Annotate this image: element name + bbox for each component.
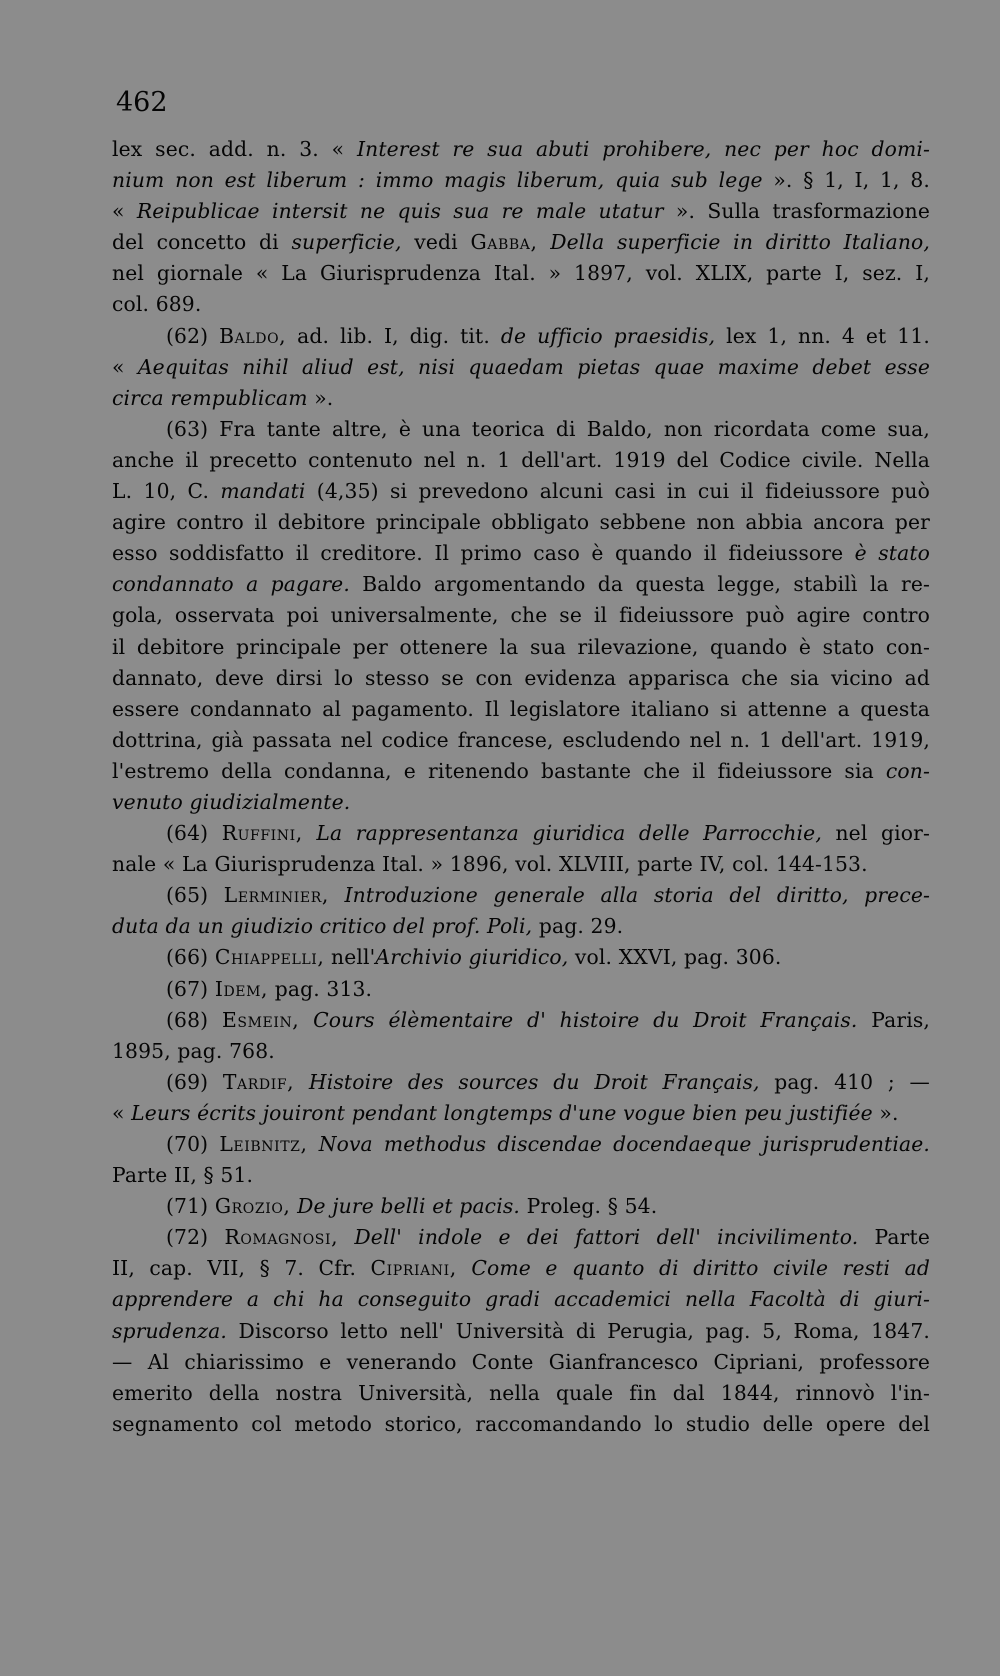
text-segment: vol. XXVI, pag. 306.	[568, 945, 782, 970]
author-name: Chiappelli,	[214, 945, 325, 970]
author-name: Esmein,	[221, 1007, 300, 1032]
text-segment: Parte	[858, 1225, 930, 1250]
text-line	[112, 1067, 930, 1098]
author-name: Tardif,	[222, 1069, 295, 1094]
text-line	[112, 196, 930, 227]
text-segment: pag. 410 ; —	[759, 1069, 930, 1094]
text-segment: del concetto di	[112, 230, 292, 255]
text-segment: (72)	[166, 1225, 225, 1250]
text-line	[112, 787, 930, 818]
text-segment: (65)	[166, 883, 224, 908]
text-segment: (66)	[166, 945, 215, 970]
text-line	[112, 694, 930, 725]
text-line	[112, 663, 930, 694]
text-segment: ».	[307, 385, 334, 410]
text-segment: Paris,	[857, 1007, 930, 1032]
text-segment	[294, 1070, 309, 1094]
text-segment: Baldo argomentando da questa legge, stabilì la re-	[349, 572, 930, 597]
text-segment: segnamento col metodo storico, raccomandando lo studio delle opere del	[112, 1411, 930, 1436]
italic-text: è stato	[854, 541, 930, 566]
text-line	[112, 1347, 930, 1378]
text-segment: (63) Fra tante altre, è una teorica di Baldo, non ricordata come sua,	[166, 416, 930, 441]
text-segment: «	[112, 199, 137, 224]
text-segment: esso soddisfatto il creditore. Il primo caso è quando il fideiussore	[112, 541, 855, 566]
text-segment: ». Sulla trasformazione	[663, 199, 930, 224]
italic-text: Interest re sua abuti prohibere, nec per hoc domi-	[356, 137, 930, 161]
text-line	[112, 1253, 930, 1284]
text-line	[112, 1129, 930, 1160]
text-segment: nel gior-	[821, 821, 930, 846]
italic-text: La rappresentanza giuridica delle Parrocchie,	[316, 821, 822, 846]
italic-text: apprendere a chi ha conseguito gradi accademici nella Facoltà di giuri-	[112, 1287, 930, 1312]
text-segment: essere condannato al pagamento. Il legislatore italiano si attenne a questa	[112, 696, 930, 721]
italic-text: mandati	[220, 479, 306, 504]
text-line	[112, 632, 930, 663]
text-line	[112, 911, 930, 942]
author-name: Gabba,	[470, 230, 538, 255]
text-line	[112, 880, 930, 911]
italic-text: nium non est liberum : immo magis liberum, quia sub lege	[112, 168, 763, 193]
footnotes-text	[112, 134, 930, 1440]
text-segment: agire contro il debitore principale obbligato sebbene non abbia ancora per	[112, 510, 930, 535]
italic-text: duta da un giudizio critico del prof. Poli,	[112, 914, 533, 939]
text-segment: II, cap. VII, § 7. Cfr.	[112, 1256, 371, 1281]
text-segment: anche il precetto contenuto nel n. 1 dell'art. 1919 del Codice civile. Nella	[112, 447, 930, 472]
text-segment: «	[112, 354, 138, 379]
text-segment: (69)	[166, 1069, 223, 1094]
text-line	[112, 1222, 930, 1253]
text-segment: nel giornale « La Giurisprudenza Ital. » 1897, vol. XLIX, parte I, sez. I,	[112, 261, 930, 286]
text-segment: ». § 1, I, 1, 8.	[762, 168, 930, 193]
text-segment: col. 689.	[112, 292, 202, 317]
author-name: Lerminier,	[223, 883, 329, 908]
italic-text: de ufficio praesidis,	[500, 323, 716, 348]
author-name: Romagnosi,	[224, 1225, 339, 1250]
italic-text: Leurs écrits jouiront pendant longtemps d'une vogue bien peu justifiée	[131, 1100, 873, 1125]
text-segment	[538, 230, 551, 254]
text-line	[112, 352, 930, 383]
italic-text: Dell' indole e dei fattori dell' incivilimento.	[354, 1225, 859, 1250]
text-segment	[299, 1008, 313, 1032]
text-line	[112, 445, 930, 476]
text-segment: pag. 313.	[268, 976, 373, 1001]
text-segment: vedi	[401, 230, 471, 255]
text-segment: Discorso letto nell' Università di Perugia, pag. 5, Roma, 1847.	[226, 1318, 930, 1343]
text-segment: 1895, pag. 768.	[112, 1038, 275, 1063]
text-segment: (64)	[166, 821, 222, 846]
text-line	[112, 1316, 930, 1347]
text-line	[112, 538, 930, 569]
text-line	[112, 756, 930, 787]
author-name: Cipriani,	[370, 1256, 457, 1281]
text-segment: (62)	[166, 323, 220, 348]
text-line	[112, 1160, 930, 1191]
text-segment	[457, 1256, 472, 1280]
text-line	[112, 165, 930, 196]
text-segment: emerito della nostra Università, nella quale fin dal 1844, rinnovò l'in-	[112, 1380, 930, 1405]
italic-text: venuto giudizialmente.	[112, 789, 351, 814]
text-segment: gola, osservata poi universalmente, che se il fideiussore può agire contro	[112, 603, 930, 628]
italic-text: Nova methodus discendae docendaeque jurisprudentiae.	[318, 1132, 930, 1156]
text-segment: ».	[872, 1100, 899, 1125]
text-segment: (4,35) si prevedono alcuni casi in cui il fideiussore può	[305, 479, 930, 504]
text-line	[112, 1284, 930, 1315]
text-segment: pag. 29.	[532, 914, 624, 939]
text-line	[112, 1036, 930, 1067]
text-line	[112, 600, 930, 631]
text-segment: nell'	[324, 945, 376, 970]
text-segment: — Al chiarissimo e venerando Conte Gianfrancesco Cipriani, professore	[112, 1349, 930, 1374]
text-line	[112, 1409, 930, 1440]
text-line	[112, 414, 930, 445]
italic-text: Introduzione generale alla storia del diritto, prece-	[344, 883, 930, 908]
text-segment: (70)	[166, 1132, 220, 1156]
text-segment: l'estremo della condanna, e ritenendo bastante che il fideiussore sia	[112, 758, 886, 783]
text-line	[112, 383, 930, 414]
text-line	[112, 569, 930, 600]
italic-text: Reipublicae intersit ne quis sua re male utatur	[136, 199, 664, 224]
italic-text: Aequitas nihil aliud est, nisi quaedam pietas quae maxime debet esse	[137, 354, 930, 379]
text-segment: Parte II, § 51.	[112, 1163, 254, 1188]
text-segment: dottrina, già passata nel codice francese, escludendo nel n. 1 dell'art. 1919,	[112, 727, 930, 752]
italic-text: superficie,	[291, 230, 402, 255]
italic-text: De jure belli et pacis.	[297, 1194, 520, 1219]
author-name: Ruffini,	[221, 821, 303, 846]
text-line	[112, 974, 930, 1005]
text-segment	[338, 1225, 354, 1249]
text-line	[112, 1378, 930, 1409]
text-segment: «	[112, 1100, 132, 1125]
text-segment: nale « La Giurisprudenza Ital. » 1896, vol. XLVIII, parte IV, col. 144-153.	[112, 852, 868, 877]
text-line	[112, 725, 930, 756]
text-segment: (68)	[166, 1007, 222, 1032]
italic-text: con-	[885, 758, 930, 783]
text-line	[112, 818, 930, 849]
text-line	[112, 1191, 930, 1222]
italic-text: circa rempublicam	[112, 385, 308, 410]
italic-text: Della superficie in diritto Italiano,	[550, 230, 931, 255]
italic-text: condannato a pagare.	[112, 572, 350, 597]
italic-text: sprudenza.	[112, 1318, 227, 1343]
italic-text: Come e quanto di diritto civile resti ad	[471, 1256, 930, 1281]
text-segment	[329, 883, 345, 907]
author-name: Idem,	[214, 976, 269, 1001]
text-segment	[303, 821, 317, 845]
italic-text: Archivio giuridico,	[375, 945, 569, 970]
text-line	[112, 476, 930, 507]
text-segment: (67)	[166, 976, 215, 1001]
text-line	[112, 321, 930, 352]
text-line	[112, 1005, 930, 1036]
text-segment: il debitore principale per ottenere la sua rilevazione, quando è stato con-	[112, 634, 930, 659]
text-segment: (71)	[166, 1194, 215, 1219]
author-name: Leibnitz,	[219, 1132, 308, 1156]
text-line	[112, 507, 930, 538]
text-segment: lex 1, nn. 4 et 11.	[715, 323, 930, 348]
text-line	[112, 289, 930, 320]
text-segment: lex sec. add. n. 3. «	[112, 137, 357, 161]
text-line	[112, 227, 930, 258]
author-name: Baldo,	[219, 323, 287, 348]
text-line	[112, 1098, 930, 1129]
italic-text: Histoire des sources du Droit Français,	[308, 1069, 760, 1094]
italic-text: Cours élèmentaire d' histoire du Droit Français.	[313, 1007, 858, 1032]
text-line	[112, 942, 930, 973]
page-number: 462	[116, 87, 168, 118]
text-line	[112, 258, 930, 289]
text-line	[112, 849, 930, 880]
author-name: Grozio,	[214, 1194, 291, 1219]
text-segment: L. 10, C.	[112, 479, 221, 504]
text-segment: dannato, deve dirsi lo stesso se con evidenza apparisca che sia vicino ad	[112, 665, 930, 690]
text-segment	[308, 1132, 319, 1156]
text-line	[112, 134, 930, 165]
text-segment: Proleg. § 54.	[519, 1194, 658, 1219]
text-segment: ad. lib. I, dig. tit.	[286, 323, 501, 348]
